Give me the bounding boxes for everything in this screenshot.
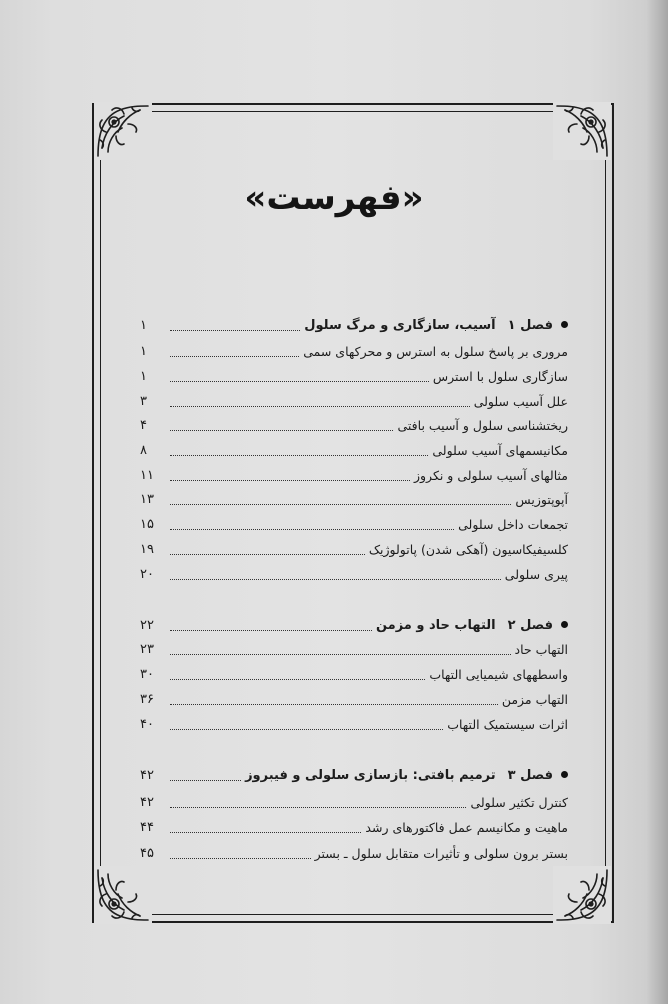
page-number: ۸ <box>140 443 147 458</box>
toc-entry[interactable] <box>140 842 568 866</box>
dot-leader <box>170 329 300 331</box>
corner-ornament-top-left <box>94 102 152 160</box>
page-number: ۲۲ <box>140 618 154 633</box>
page-number: ۳۰ <box>140 667 154 682</box>
corner-ornament-bottom-left <box>94 866 152 924</box>
toc-entry-label: پیری سلولی <box>504 567 568 582</box>
page-number: ۱ <box>140 318 147 333</box>
page-number: ۲۳ <box>140 642 154 657</box>
dot-leader <box>170 831 361 833</box>
dot-leader <box>170 380 429 382</box>
dot-leader <box>170 806 466 808</box>
toc-entry[interactable] <box>140 816 568 840</box>
chapter-2-heading: فصل ۲التهاب حاد و مزمن <box>376 614 568 638</box>
toc-entry-label: تجمعات داخل سلولی <box>458 517 568 532</box>
toc-entry[interactable] <box>140 663 568 687</box>
toc-entry[interactable] <box>140 390 568 414</box>
page-number: ۴۴ <box>140 820 154 835</box>
toc-entry-label: کنترل تکثیر سلولی <box>470 795 568 810</box>
toc-entry-label: علل آسیب سلولی <box>473 394 568 409</box>
toc-entry[interactable] <box>140 365 568 389</box>
page-number: ۳ <box>140 394 147 409</box>
toc-entry[interactable] <box>140 713 568 737</box>
toc-chapter-1[interactable] <box>140 314 568 338</box>
toc-entry-label: ماهیت و مکانیسم عمل فاکتورهای رشد <box>365 820 568 835</box>
dot-leader <box>170 429 393 431</box>
page-number: ۴۵ <box>140 846 154 861</box>
dot-leader <box>170 857 311 859</box>
dot-leader <box>170 528 454 530</box>
toc-entry[interactable] <box>140 688 568 712</box>
page-number: ۱ <box>140 344 147 359</box>
dot-leader <box>170 779 241 781</box>
toc-entry[interactable] <box>140 488 568 512</box>
toc-entry[interactable] <box>140 414 568 438</box>
toc-chapter-2[interactable] <box>140 614 568 638</box>
dot-leader <box>170 629 372 631</box>
page-number: ۴۰ <box>140 717 154 732</box>
toc-entry[interactable] <box>140 513 568 537</box>
dot-leader <box>170 678 425 680</box>
dot-leader <box>170 703 498 705</box>
toc-entry[interactable] <box>140 464 568 488</box>
page-number: ۴۲ <box>140 795 154 810</box>
toc-entry[interactable] <box>140 638 568 662</box>
dot-leader <box>170 578 501 580</box>
corner-ornament-bottom-right <box>553 866 611 924</box>
toc-entry-label: سازگاری سلول با استرس <box>432 369 568 384</box>
page-number: ۱۱ <box>140 468 154 483</box>
page-number: ۳۶ <box>140 692 154 707</box>
toc-entry[interactable] <box>140 538 568 562</box>
dot-leader <box>170 405 470 407</box>
page-number: ۴۲ <box>140 768 154 783</box>
toc-entry-label: التهاب حاد <box>514 642 568 657</box>
toc-entry-label: واسطههای شیمیایی التهاب <box>429 667 568 682</box>
page-number: ۱۵ <box>140 517 154 532</box>
toc-chapter-3[interactable] <box>140 764 568 788</box>
bullet-icon <box>561 771 568 778</box>
toc-entry[interactable] <box>140 563 568 587</box>
toc-entry-label: مروری بر پاسخ سلول به استرس و محرکهای سمی <box>303 344 568 359</box>
page-number: ۲۰ <box>140 567 154 582</box>
chapter-1-heading: فصل ۱آسیب، سازگاری و مرگ سلول <box>304 314 568 338</box>
page-number: ۴ <box>140 418 147 433</box>
toc-entry[interactable] <box>140 439 568 463</box>
toc-entry-label: التهاب مزمن <box>501 692 568 707</box>
dot-leader <box>170 479 410 481</box>
toc-entry-label: مکانیسمهای آسیب سلولی <box>432 443 568 458</box>
chapter-3-heading: فصل ۳ترمیم بافتی: بازسازی سلولی و فیبروز <box>245 764 568 788</box>
dot-leader <box>170 503 511 505</box>
toc-entry-label: کلسیفیکاسیون (آهکی شدن) پاتولوژیک <box>368 542 568 557</box>
dot-leader <box>170 553 365 555</box>
dot-leader <box>170 355 299 357</box>
page-number: ۱ <box>140 369 147 384</box>
toc-entry[interactable] <box>140 340 568 364</box>
corner-ornament-top-right <box>553 102 611 160</box>
dot-leader <box>170 454 428 456</box>
page-title: «فهرست» <box>244 178 424 218</box>
toc-entry[interactable] <box>140 791 568 815</box>
toc-entry-label: آپوپتوزیس <box>515 492 568 507</box>
page-edge-shadow <box>646 0 668 1004</box>
page-number: ۱۳ <box>140 492 154 507</box>
dot-leader <box>170 728 443 730</box>
toc-entry-label: اثرات سیستمیک التهاب <box>447 717 568 732</box>
toc-entry-label: بستر برون سلولی و تأثیرات متقابل سلول ـ بستر <box>314 846 568 861</box>
dot-leader <box>170 653 511 655</box>
page-number: ۱۹ <box>140 542 154 557</box>
bullet-icon <box>561 621 568 628</box>
bullet-icon <box>561 321 568 328</box>
toc-entry-label: ریختشناسی سلول و آسیب بافتی <box>397 418 568 433</box>
toc-entry-label: مثالهای آسیب سلولی و نکروز <box>413 468 568 483</box>
